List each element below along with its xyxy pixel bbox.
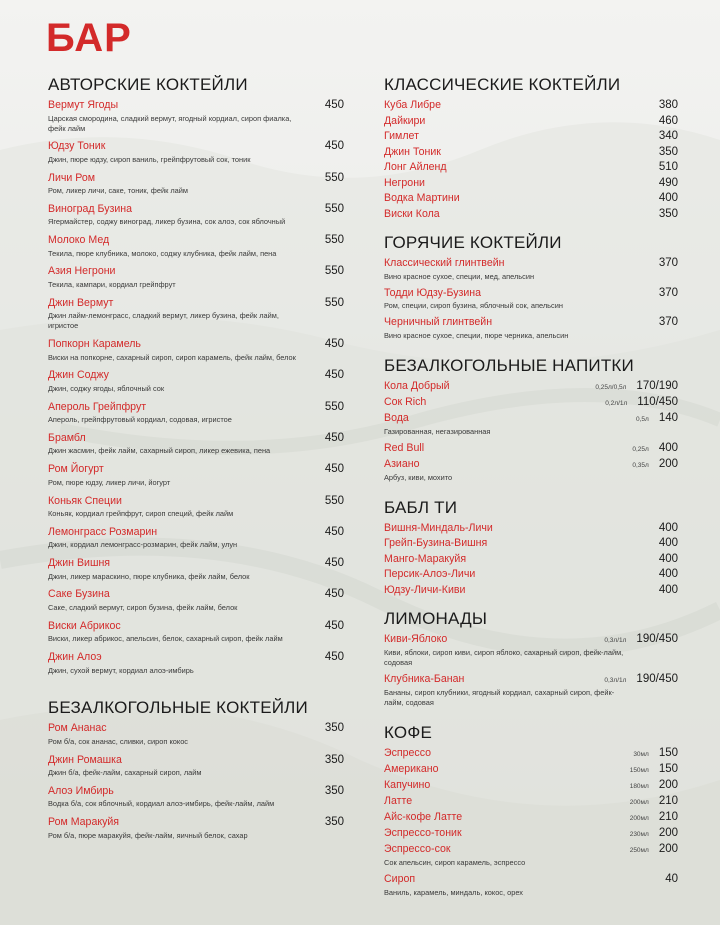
section-title: КОФЕ [384,723,432,742]
item-price: 380 [658,99,678,111]
item-price: 450 [324,99,344,111]
section-title: БАБЛ ТИ [384,497,458,517]
section-gap [384,345,678,355]
item-name: Виски Абрикос [48,619,121,632]
item-price: 370 [658,316,678,328]
item-price: 450 [324,338,344,351]
item-price: 170/190 [636,379,678,392]
item-price: 400 [658,192,678,204]
section-title: БЕЗАЛКОГОЛЬНЫЕ НАПИТКИ [384,355,634,375]
menu-item-row [384,98,678,114]
menu-item [48,98,344,134]
menu-item [48,296,344,332]
menu-item [384,256,678,282]
item-description: Ром б/а, сок ананас, сливки, сироп кокос [48,736,189,746]
menu-item [384,129,678,145]
item-price: 190/450 [636,673,678,685]
menu-item [384,826,678,842]
menu-item [384,98,678,114]
item-name: Айс-кофе Латте [384,811,463,823]
item-name: Red Bull [384,441,425,454]
menu-item [384,872,678,898]
menu-item [48,264,344,290]
menu-item-row [48,462,344,478]
item-volume: 30мл [633,751,649,758]
item-name: Ром Ананас [48,722,107,735]
item-name: Эспрессо-тоник [384,827,462,839]
item-description: Текила, кампари, кордиал грейпфрут [48,279,176,289]
menu-item [384,315,678,341]
item-name: Попкорн Карамель [48,338,141,351]
menu-item [384,207,678,223]
item-price: 350 [324,722,344,735]
item-price: 450 [324,431,344,444]
item-description: Бананы, сироп клубники, ягодный кордиал, сахарный сироп, фейк-лайм, содовая [384,688,615,707]
menu-item [48,233,344,259]
item-name: Куба Либре [384,99,441,111]
item-price: 350 [324,816,344,829]
menu-item-row [48,98,344,114]
menu-item-row [384,794,678,810]
menu-section [384,722,678,898]
item-price: 350 [324,784,344,797]
item-price: 550 [324,494,344,507]
menu-section [384,497,678,599]
menu-item-row [384,441,678,457]
item-description: Газированная, негазированная [384,426,491,436]
menu-item-row [48,431,344,447]
menu-item-row [48,400,344,416]
section-gap [384,222,678,232]
item-name: Джин Вишня [48,557,111,570]
item-name: Лонг Айленд [384,161,447,173]
item-name: Черничный глинтвейн [384,316,493,328]
item-price: 40 [665,873,678,885]
item-name: Джин Тоник [384,145,441,158]
menu-item [384,746,678,762]
menu-item-row [384,632,678,648]
menu-item-row [384,872,678,888]
menu-item [384,536,678,552]
menu-item [384,160,678,176]
menu-item-row [48,264,344,280]
item-name: Джин Соджу [48,369,109,382]
item-description: Ром, пюре юдзу, ликер личи, йогурт [48,477,171,487]
menu-item [48,525,344,551]
item-description: Джин жасмин, фейк лайм, сахарный сироп, ликер ежевика, пена [48,446,271,456]
item-price: 550 [324,400,344,413]
menu-item-row [48,650,344,666]
item-price: 550 [324,234,344,247]
item-price: 370 [658,286,678,299]
item-name: Вишня-Миндаль-Личи [384,521,493,534]
item-price: 200 [658,457,678,470]
item-name: Виноград Бузина [48,202,133,215]
item-description: Царская смородина, сладкий вермут, ягодный кордиал, сироп фиалка, фейк лайм [48,113,292,133]
item-description: Апероль, грейпфрутовый кордиал, содовая, игристое [48,415,232,425]
item-description: Водка б/а, сок яблочный, кордиал алоэ-имбирь, фейк-лайм, лайм [48,799,275,809]
item-name: Вермут Ягоды [48,99,119,111]
menu-item-row [384,411,678,427]
menu-item [48,400,344,426]
menu-item-row [384,552,678,568]
item-price: 400 [658,552,678,565]
menu-item [48,431,344,457]
item-price: 400 [658,441,678,454]
menu-item-row [48,171,344,187]
menu-item-row [384,842,678,858]
menu-item-row [384,810,678,826]
item-price: 150 [658,747,678,759]
menu-item [48,202,344,228]
menu-item [48,587,344,613]
section-title: ЛИМОНАДЫ [384,609,488,628]
item-price: 110/450 [637,395,678,408]
item-description: Джин, соджу ягоды, яблочный сок [48,383,165,393]
item-name: Латте [384,795,413,807]
item-volume: 0,5л [635,415,649,423]
menu-item-row [384,457,678,473]
item-description: Джин, кордиал лемонграсс-розмарин, фейк лайм, улун [48,540,238,550]
menu-item-row [384,567,678,583]
item-name: Американо [384,763,439,775]
item-price: 450 [324,557,344,570]
menu-section [384,232,678,341]
menu-item-row [384,672,678,688]
item-name: Виски Кола [384,207,440,220]
menu-item [384,286,678,312]
item-price: 200 [658,843,678,855]
item-description: Ром б/а, пюре маракуйя, фейк-лайм, яичный белок, сахар [48,830,248,840]
menu-item [384,411,678,437]
item-price: 400 [658,583,678,596]
menu-item [384,176,678,192]
item-price: 550 [324,265,344,278]
menu-item-row [384,129,678,145]
item-description: Вино красное сухое, специи, мед, апельсин [384,271,535,281]
item-name: Вода [384,411,409,424]
menu-item-row [384,191,678,207]
item-price: 190/450 [636,633,678,645]
item-name: Алоэ Имбирь [48,784,114,797]
menu-item-row [384,379,678,395]
item-name: Капучино [384,779,431,791]
section-gap [384,487,678,497]
item-volume: 230мл [629,831,649,838]
item-name: Джин Вермут [48,296,114,309]
menu-item-row [384,256,678,272]
item-name: Лемонграсс Розмарин [48,525,158,538]
menu-item [48,462,344,488]
item-price: 510 [658,161,678,173]
item-name: Дайкири [384,114,426,127]
menu-item [48,784,344,810]
item-price: 150 [658,763,678,775]
menu-item-row [48,337,344,353]
item-price: 400 [658,568,678,580]
item-volume: 0,3л/1л [604,677,627,684]
menu-item-row [384,145,678,161]
item-name: Тодди Юдзу-Бузина [384,286,482,299]
item-volume: 150мл [629,767,649,774]
item-description: Саке, сладкий вермут, сироп бузина, фейк лайм, белок [48,602,238,612]
menu-item-row [384,583,678,599]
item-description: Ваниль, карамель, миндаль, кокос, орех [384,887,523,897]
item-volume: 250мл [629,847,649,854]
item-description: Джин лайм-лемонграсс, сладкий вермут, ликер бузина, фейк лайм, игристое [48,311,279,331]
item-price: 400 [658,537,678,549]
menu-item [48,337,344,363]
item-price: 450 [324,588,344,601]
item-description: Киви, яблоки, сироп киви, сироп яблоко, сахарный сироп, фейк-лайм, содовая [384,648,624,667]
item-name: Эспрессо-сок [384,843,451,855]
item-price: 550 [324,202,344,215]
item-price: 200 [658,779,678,791]
item-name: Азия Негрони [48,265,116,278]
menu-item [48,753,344,779]
item-price: 450 [324,619,344,632]
item-description: Ром, специи, сироп бузина, яблочный сок, апельсин [384,301,563,310]
menu-item [384,762,678,778]
menu-item-row [48,296,344,312]
menu-item [384,145,678,161]
item-name: Саке Бузина [48,588,110,601]
menu-item-row [48,525,344,541]
item-price: 210 [658,811,678,823]
item-volume: 200мл [629,799,649,806]
item-name: Водка Мартини [384,192,460,204]
menu-item [48,815,344,841]
item-price: 140 [658,411,678,424]
section-title: БЕЗАЛКОГОЛЬНЫЕ КОКТЕЙЛИ [48,698,308,718]
menu-item [48,494,344,520]
item-name: Джин Ромашка [48,753,122,766]
item-name: Грейп-Бузина-Вишня [384,537,488,549]
item-price: 450 [324,651,344,664]
item-description: Вино красное сухое, специи, пюре черника, апельсин [384,330,569,340]
section-title: АВТОРСКИЕ КОКТЕЙЛИ [48,75,248,94]
item-description: Джин, ликер мараскино, пюре клубника, фейк лайм, белок [48,571,250,581]
item-description: Ром, ликер личи, саке, тоник, фейк лайм [48,186,188,196]
item-description: Виски, ликер абрикос, апельсин, белок, сахарный сироп, фейк лайм [48,634,283,644]
item-description: Джин б/а, фейк-лайм, сахарный сироп, лайм [48,768,202,778]
menu-item [48,171,344,197]
item-name: Молоко Мед [48,234,110,247]
menu-item-row [48,753,344,769]
menu-item [384,567,678,583]
section-title: КЛАССИЧЕСКИЕ КОКТЕЙЛИ [384,75,621,94]
menu-item-row [48,587,344,603]
item-description: Виски на попкорне, сахарный сироп, сироп карамель, фейк лайм, белок [48,352,296,362]
item-price: 350 [324,753,344,766]
menu-item-row [48,368,344,384]
menu-item [384,441,678,457]
item-price: 400 [658,521,678,534]
item-description: Джин, пюре юдзу, сироп ваниль, грейпфрутовый сок, тоник [48,154,251,164]
item-name: Негрони [384,176,425,189]
menu-item-row [384,826,678,842]
menu-item [384,521,678,537]
item-name: Сок Rich [384,395,427,408]
item-name: Сироп [384,873,416,885]
item-volume: 0,2л/1л [605,399,628,407]
menu-item [384,379,678,395]
menu-item [48,556,344,582]
menu-item-row [384,176,678,192]
item-name: Гимлет [384,130,419,142]
menu-item-row [48,233,344,249]
item-name: Ром Йогурт [48,463,104,476]
item-description: Коньяк, кордиал грейпфрут, сироп специй, фейк лайм [48,509,234,519]
menu-item-row [48,721,344,737]
item-name: Личи Ром [48,171,96,184]
menu-section [384,355,678,483]
item-volume: 0,3л/1л [604,637,627,644]
page-title: БАР [46,16,132,60]
item-name: Джин Алоэ [48,651,102,664]
menu-item-row [48,815,344,831]
item-description: Джин, сухой вермут, кордиал алоэ-имбирь [48,665,194,675]
section-gap [384,598,678,608]
menu-item-row [384,315,678,331]
item-name: Классический глинтвейн [384,257,505,269]
menu-item-row [48,556,344,572]
item-name: Юдзу-Личи-Киви [384,583,466,596]
menu-item [384,794,678,810]
item-name: Юдзу Тоник [48,140,106,153]
item-price: 450 [324,369,344,382]
item-volume: 200мл [629,815,649,822]
menu-item-row [384,395,678,411]
item-name: Киви-Яблоко [384,633,448,645]
item-description: Ягермайстер, соджу виноград, ликер бузина, сок алоэ, сок яблочный [48,217,286,227]
menu-section [384,608,678,708]
menu-item-row [384,207,678,223]
menu-item [48,619,344,645]
item-price: 370 [658,257,678,269]
item-price: 200 [658,827,678,839]
section-gap [384,712,678,722]
menu-item [384,457,678,483]
item-name: Кола Добрый [384,379,450,392]
item-name: Ром Маракуйя [48,816,120,829]
item-name: Брамбл [48,431,86,444]
menu-section [384,74,678,222]
menu-item-row [384,746,678,762]
menu-item [384,632,678,668]
menu-item-row [384,114,678,130]
item-name: Апероль Грейпфрут [48,400,147,413]
item-volume: 180мл [629,783,649,790]
item-price: 490 [658,176,678,189]
item-name: Манго-Маракуйя [384,552,467,565]
item-price: 350 [658,207,678,220]
item-name: Коньяк Специи [48,494,122,507]
menu-item [384,842,678,868]
item-description: Арбуз, киви, мохито [384,472,453,482]
menu-item [384,395,678,411]
menu-item-row [48,202,344,218]
menu-item-row [384,521,678,537]
item-volume: 0,25л [632,445,649,453]
menu-item-row [384,778,678,794]
item-volume: 0,35л [632,461,649,469]
menu-item [384,552,678,568]
menu-item [384,672,678,708]
menu-item [48,721,344,747]
item-name: Персик-Алоэ-Личи [384,568,476,580]
right-column [384,74,678,902]
item-volume: 0,25л/0,5л [595,383,627,391]
menu-item-row [48,494,344,510]
menu-item [48,368,344,394]
menu-item-row [48,139,344,155]
item-price: 340 [658,130,678,142]
section-gap [48,681,344,697]
menu-section [48,697,344,840]
menu-item-row [384,286,678,302]
menu-item [384,583,678,599]
menu-item-row [48,784,344,800]
menu-item [48,650,344,676]
menu-item [384,778,678,794]
item-name: Эспрессо [384,747,432,759]
menu-item-row [48,619,344,635]
section-title: ГОРЯЧИЕ КОКТЕЙЛИ [384,233,562,252]
item-description: Текила, пюре клубника, молоко, соджу клубника, фейк лайм, пена [48,248,277,258]
item-price: 460 [658,114,678,127]
item-price: 450 [324,140,344,153]
menu-item [48,139,344,165]
menu-item [384,114,678,130]
menu-item [384,191,678,207]
item-price: 450 [324,463,344,476]
item-price: 210 [658,795,678,807]
menu-item [384,810,678,826]
item-description: Сок апельсин, сироп карамель, эспрессо [384,858,526,867]
menu-item-row [384,160,678,176]
item-price: 350 [658,145,678,158]
menu-section [48,74,344,676]
item-price: 550 [324,171,344,184]
item-name: Азиано [384,457,420,470]
item-price: 450 [324,525,344,538]
menu-item-row [384,536,678,552]
left-column [48,74,344,847]
item-price: 550 [324,296,344,309]
item-name: Клубника-Банан [384,673,465,685]
menu-item-row [384,762,678,778]
